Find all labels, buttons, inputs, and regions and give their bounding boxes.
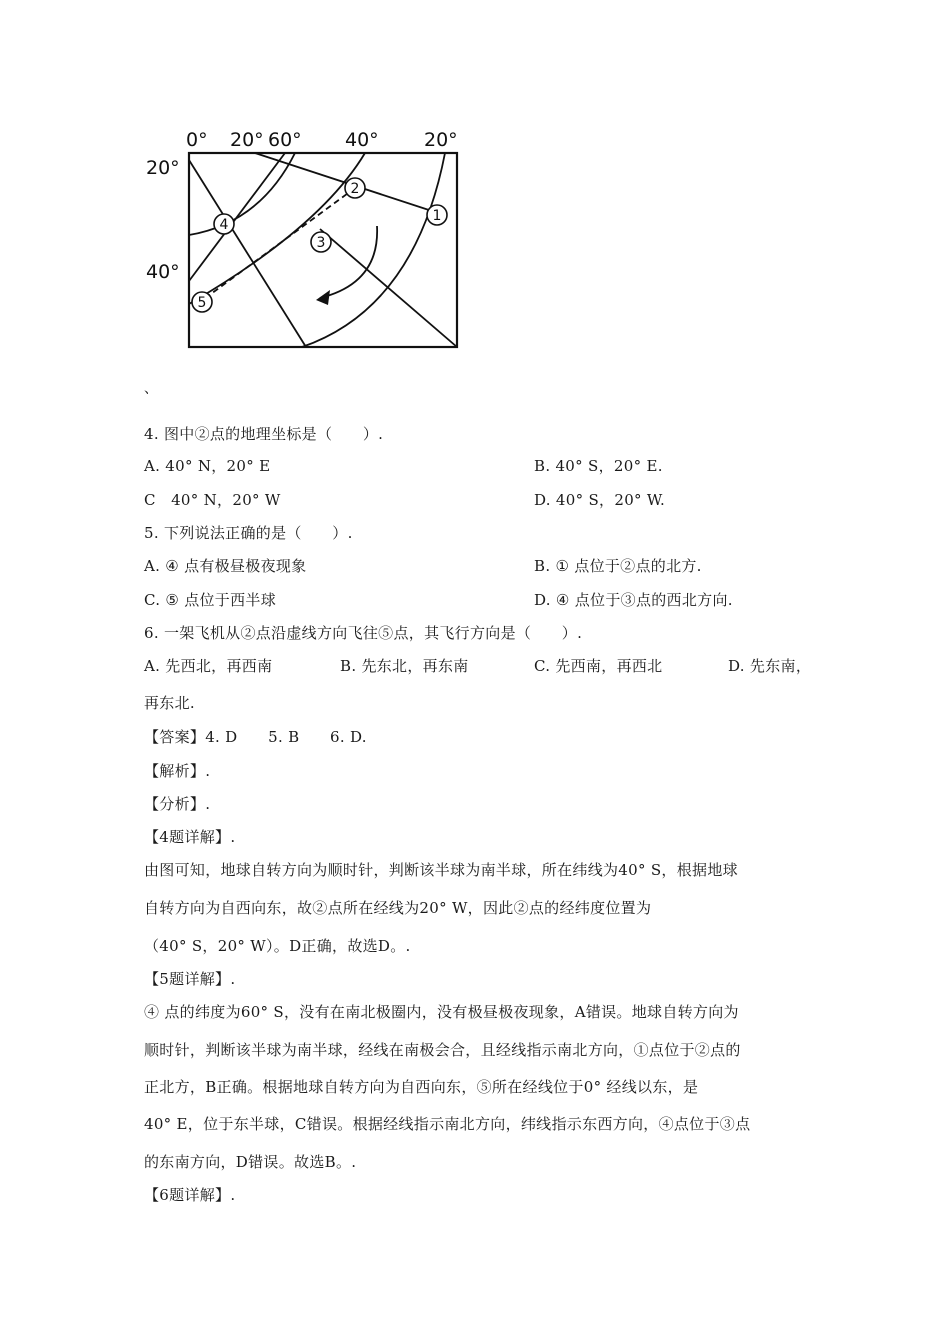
svg-text:4: 4 — [219, 217, 229, 233]
q6-option-d: D. 先东南， — [728, 657, 812, 675]
top-label-60: 60° — [268, 129, 302, 151]
parallel-arc-inner — [189, 153, 295, 235]
q5-option-c: C. ⑤ 点位于西半球 — [144, 591, 276, 609]
top-label-0: 0° — [186, 129, 208, 151]
top-label-20-right: 20° — [424, 129, 458, 151]
q5-option-b: B. ① 点位于②点的北方. — [534, 557, 702, 575]
svg-text:3: 3 — [316, 235, 326, 251]
q4-option-a: A. 40° N，20° E — [144, 457, 271, 475]
q4-stem: 4. 图中②点的地理坐标是（ ）. — [144, 425, 384, 443]
q5-detail-title: 【5题详解】. — [144, 970, 236, 988]
q4-option-c: C 40° N，20° W — [144, 491, 281, 509]
top-label-40: 40° — [345, 129, 379, 151]
q4-detail-line-1: 由图可知，地球自转方向为顺时针，判断该半球为南半球，所在纬线为40° S，根据地球 — [144, 861, 738, 879]
svg-text:1: 1 — [432, 208, 442, 224]
q5-detail-line-4: 40° E，位于东半球，C错误。根据经线指示南北方向，纬线指示东西方向，④点位于③点 — [144, 1115, 751, 1133]
q4-detail-title: 【4题详解】. — [144, 828, 236, 846]
meridian-line-a — [189, 160, 306, 347]
q6-option-b: B. 先东北，再东南 — [340, 657, 469, 675]
left-label-40: 40° — [146, 261, 180, 283]
map-diagram — [140, 118, 470, 358]
stray-mark: 、 — [144, 381, 158, 397]
q6-detail-title: 【6题详解】. — [144, 1186, 236, 1204]
q5-stem: 5. 下列说法正确的是（ ）. — [144, 524, 353, 542]
q4-detail-line-3: （40° S，20° W）。D正确，故选D。. — [144, 937, 411, 955]
q6-stem: 6. 一架飞机从②点沿虚线方向飞往⑤点，其飞行方向是（ ）. — [144, 624, 583, 642]
q4-option-b: B. 40° S，20° E. — [534, 457, 663, 475]
answer-line: 【答案】4. D 5. B 6. D. — [144, 728, 367, 746]
q5-detail-line-3: 正北方，B正确。根据地球自转方向为自西向东，⑤所在经线位于0° 经线以东，是 — [144, 1078, 699, 1096]
point-5 — [192, 292, 212, 312]
q4-detail-line-2: 自转方向为自西向东，故②点所在经线为20° W，因此②点的经纬度位置为 — [144, 899, 652, 917]
q6-option-d-continued: 再东北. — [144, 694, 195, 712]
point-2 — [345, 178, 365, 198]
q5-option-d: D. ④ 点位于③点的西北方向. — [534, 591, 733, 609]
left-label-20: 20° — [146, 157, 180, 179]
q6-option-c: C. 先西南，再西北 — [534, 657, 663, 675]
svg-text:5: 5 — [197, 295, 207, 311]
map-figure — [140, 118, 470, 358]
q5-option-a: A. ④ 点有极昼极夜现象 — [144, 557, 307, 575]
q6-option-a: A. 先西北，再西南 — [144, 657, 273, 675]
point-4 — [214, 214, 234, 234]
point-3 — [311, 232, 331, 252]
point-1 — [427, 205, 447, 225]
q5-detail-line-2: 顺时针，判断该半球为南半球，经线在南极会合，且经线指示南北方向，①点位于②点的 — [144, 1041, 741, 1059]
q5-detail-line-1: ④ 点的纬度为60° S，没有在南北极圈内，没有极昼极夜现象，A错误。地球自转方向为 — [144, 1003, 739, 1021]
fenxi-heading: 【分析】. — [144, 795, 211, 813]
analysis-heading: 【解析】. — [144, 762, 211, 780]
q5-detail-line-5: 的东南方向，D错误。故选B。. — [144, 1153, 357, 1171]
rotation-arrow-head — [316, 290, 330, 305]
q4-option-d: D. 40° S，20° W. — [534, 491, 666, 509]
top-label-20-left: 20° — [230, 129, 264, 151]
svg-text:2: 2 — [350, 181, 360, 197]
